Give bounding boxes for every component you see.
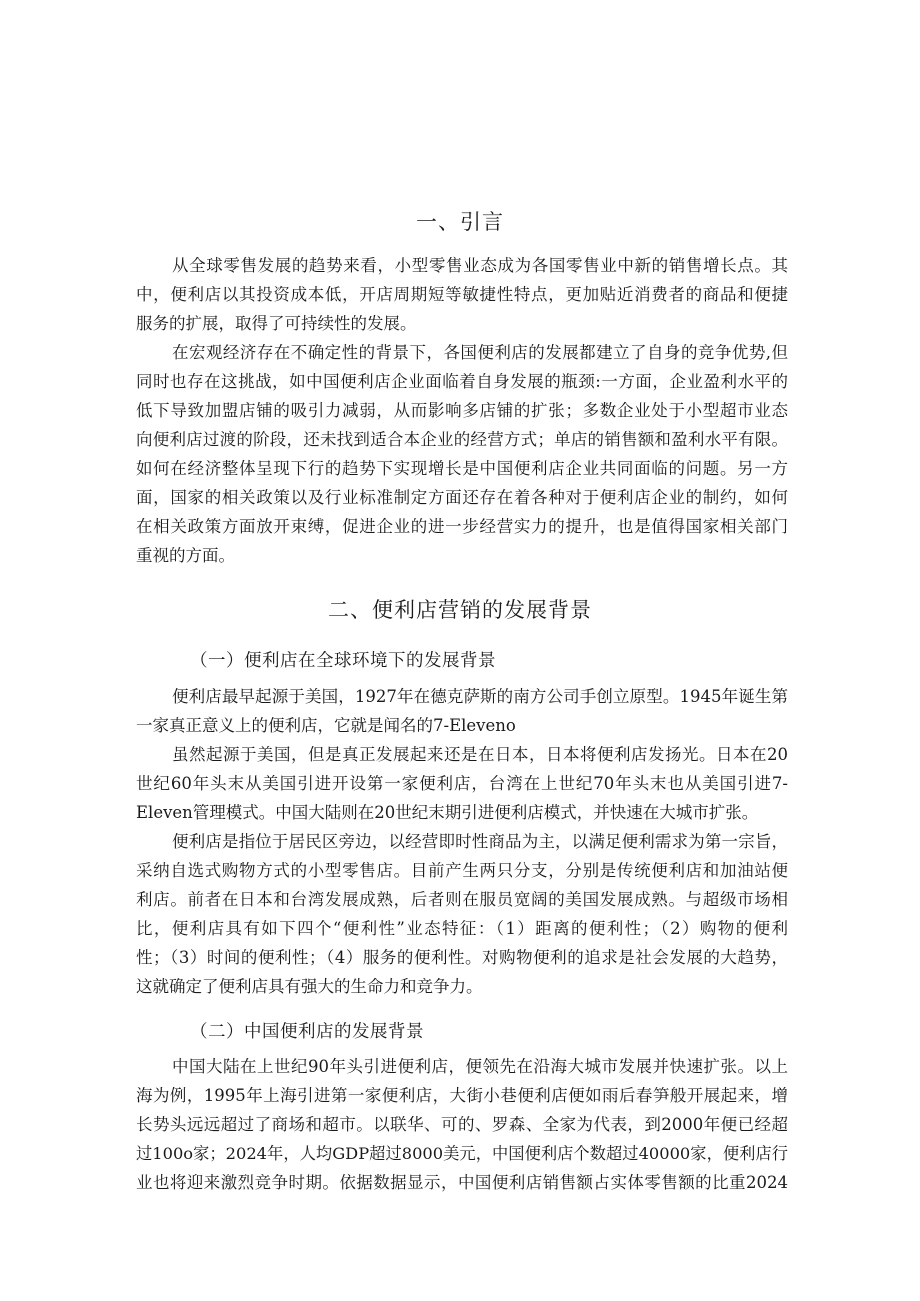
- intro-p1-line: 从全球零售发展的趋势来看，小型零售业态成为各国零售业中新的销售增长点。其: [172, 256, 788, 275]
- section1-p1-line: 便利店最早起源于美国，1927年在德克萨斯的南方公司手创立原型。1945年诞生第: [172, 687, 788, 706]
- intro-p2-line: 低下导致加盟店铺的吸引力减弱，从而影响多店铺的扩张；多数企业处于小型超市业态: [136, 401, 788, 420]
- intro-p2-line: 面，国家的相关政策以及行业标准制定方面还存在着各种对于便利店企业的制约，如何: [136, 488, 788, 507]
- section1-p2-line: 虽然起源于美国，但是真正发展起来还是在日本，日本将便利店发扬光。日本在20: [172, 745, 788, 764]
- section1-p3-line: 采纳自选式购物方式的小型零售店。目前产生两只分支，分别是传统便利店和加油站便: [136, 861, 788, 880]
- section2-p1-line: 中国大陆在上世纪90年头引进便利店，便领先在沿海大城市发展并快速扩张。以上: [172, 1057, 788, 1076]
- intro-p2-line: 在宏观经济存在不确定性的背景下，各国便利店的发展都建立了自身的竞争优势,但: [172, 343, 788, 362]
- intro-p2-line: 同时也存在这挑战，如中国便利店企业面临着自身发展的瓶颈:一方面，企业盈利水平的: [136, 372, 788, 391]
- section1-p3-line: 性；（3）时间的便利性；（4）服务的便利性。对购物便利的追求是社会发展的大趋势，: [136, 948, 788, 967]
- section1-p3-line: 利店。前者在日本和台湾发展成熟，后者则在服员宽阔的美国发展成熟。与超级市场相: [136, 890, 788, 909]
- section1-p3-line: 比，便利店具有如下四个“便利性”业态特征：（1）距离的便利性；（2）购物的便利: [136, 919, 788, 938]
- intro-p2-line: 重视的方面。: [136, 546, 235, 565]
- subheading-global: （一）便利店在全球环境下的发展背景: [190, 651, 496, 671]
- heading-background: 二、便利店营销的发展背景: [328, 598, 592, 622]
- section1-p2-line: Eleven管理模式。中国大陆则在20世纪末期引进便利店模式，并快速在大城市扩张。: [136, 803, 759, 822]
- intro-p2-line: 如何在经济整体呈现下行的趋势下实现增长是中国便利店企业共同面临的问题。另一方: [136, 459, 788, 478]
- subheading-china: （二）中国便利店的发展背景: [190, 1022, 424, 1042]
- section1-p3-line: 这就确定了便利店具有强大的生命力和竞争力。: [136, 977, 483, 996]
- section1-p3-line: 便利店是指位于居民区旁边，以经营即时性商品为主，以满足便利需求为第一宗旨，: [172, 832, 788, 851]
- intro-p2-line: 向便利店过渡的阶段，还未找到适合本企业的经营方式；单店的销售额和盈利水平有限。: [136, 430, 788, 449]
- section2-p1-line: 过100o家；2024年，人均GDP超过8000美元，中国便利店个数超过40000家，便利店行: [136, 1144, 788, 1163]
- section2-p1-line: 海为例，1995年上海引进第一家便利店，大街小巷便利店便如雨后春笋般开展起来，增: [136, 1086, 788, 1105]
- section1-p2-line: 世纪60年头末从美国引进开设第一家便利店，台湾在上世纪70年头末也从美国引进7-: [136, 774, 788, 793]
- section2-p1-line: 业也将迎来激烈竞争时期。依据数据显示，中国便利店销售额占实体零售额的比重2024: [136, 1173, 788, 1192]
- section1-p1-line: 一家真正意义上的便利店，它就是闻名的7-Eleveno: [136, 716, 516, 735]
- heading-introduction: 一、引言: [416, 210, 504, 234]
- intro-p1-line: 中，便利店以其投资成本低，开店周期短等敏捷性特点，更加贴近消费者的商品和便捷: [136, 285, 788, 304]
- section2-p1-line: 长势头远远超过了商场和超市。以联华、可的、罗森、全家为代表，到2000年便已经超: [136, 1115, 788, 1134]
- intro-p1-line: 服务的扩展，取得了可持续性的发展。: [136, 314, 417, 333]
- intro-p2-line: 在相关政策方面放开束缚，促进企业的进一步经营实力的提升，也是值得国家相关部门: [136, 517, 788, 536]
